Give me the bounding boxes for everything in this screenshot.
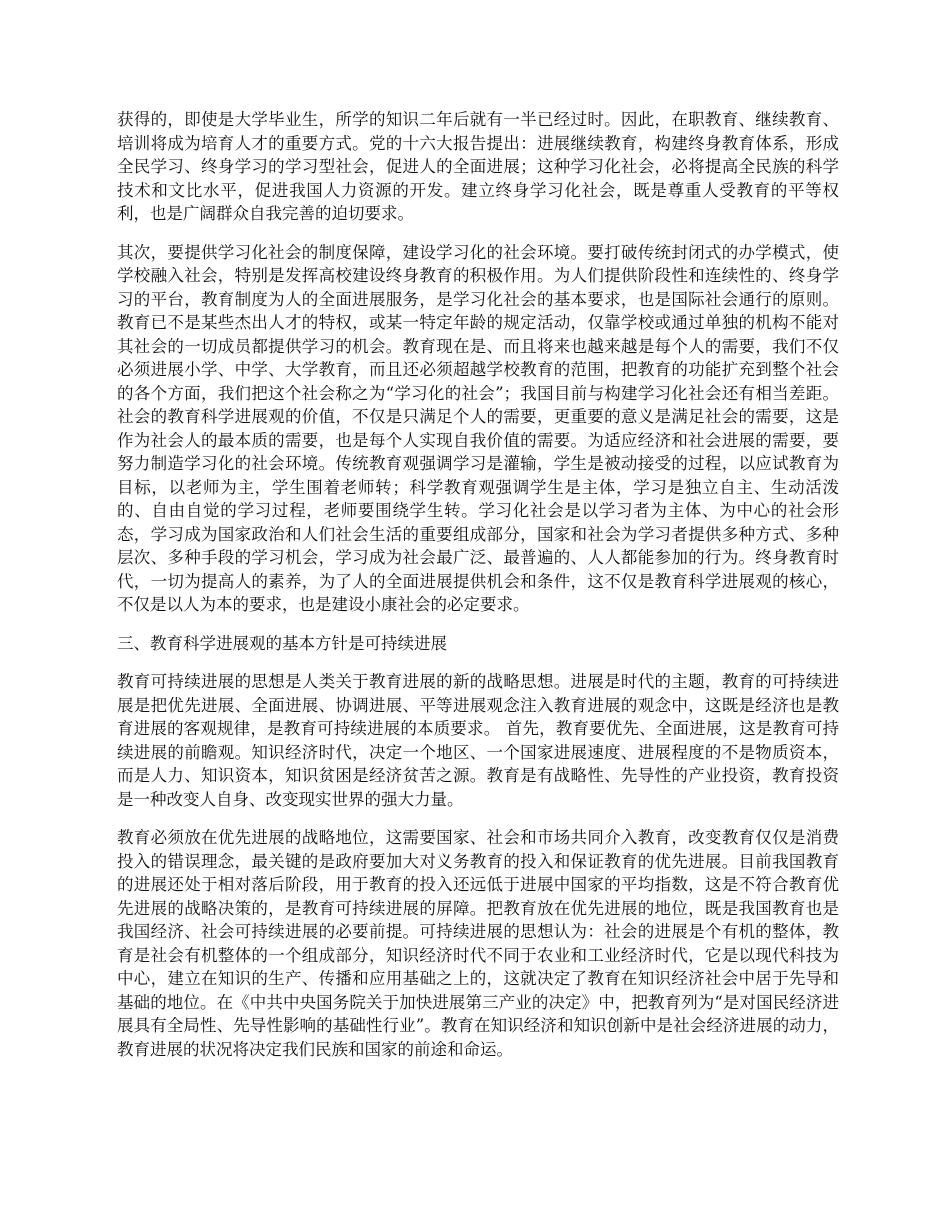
paragraph-sustainable-development: 教育可持续进展的思想是人类关于教育进展的新的战略思想。进展是时代的主题，教育的可持续进展是把优先进展、全面进展、协调进展、平等进展观念注入教育进展的观念中，这既是经济也是教育进展的客观规律，是教育可持续进展的本质要求。 首先，教育要优先、全面进展，这是教育可持续进展的前瞻观。知识经济时代，决定一个地区、一个国家进展速度、进展程度的不是物质资本，而是人力、知识资本，知识贫困是经济贫苦之源。教育是有战略性、先导性的产业投资，教育投资是一种改变人自身、改变现实世界的强大力量。 bbox=[117, 672, 839, 809]
section-heading: 三、教育科学进展观的基本方针是可持续进展 bbox=[117, 633, 447, 653]
paragraph-lifelong-learning: 获得的，即使是大学毕业生，所学的知识二年后就有一半已经过时。因此，在职教育、继续教育、培训将成为培育人才的重要方式。党的十六大报告提出：进展继续教育，构建终身教育体系，形成全民学习、终身学习的学习型社会，促进人的全面进展；这种学习化社会，必将提高全民族的科学技术和文比水平，促进我国人力资源的开发。建立终身学习化社会，既是尊重人受教育的平等权利，也是广阔群众自我完善的迫切要求。 bbox=[117, 110, 839, 223]
paragraph-priority-development: 教育必须放在优先进展的战略地位，这需要国家、社会和市场共同介入教育，改变教育仅仅是消费投入的错误理念，最关键的是政府要加大对义务教育的投入和保证教育的优先进展。目前我国教育的进展还处于相对落后阶段，用于教育的投入还远低于进展中国家的平均指数，这是不符合教育优先进展的战略决策的，是教育可持续进展的屏障。把教育放在优先进展的地位，既是我国教育也是我国经济、社会可持续进展的必要前提。可持续进展的思想认为：社会的进展是个有机的整体，教育是社会有机整体的一个组成部分，知识经济时代不同于农业和工业经济时代，它是以现代科技为中心，建立在知识的生产、传播和应用基础之上的，这就决定了教育在知识经济社会中居于先导和基础的地位。在《中共中央国务院关于加快进展第三产业的决定》中，把教育列为“是对国民经济进展具有全局性、先导性影响的基础性行业”。教育在知识经济和知识创新中是社会经济进展的动力，教育进展的状况将决定我们民族和国家的前途和命运。 bbox=[117, 828, 839, 1059]
document-body bbox=[117, 108, 839, 1076]
paragraph-institutional-guarantee: 其次，要提供学习化社会的制度保障，建设学习化的社会环境。要打破传统封闭式的办学模式，使学校融入社会，特别是发挥高校建设终身教育的积极作用。为人们提供阶段性和连续性的、终身学习的平台，教育制度为人的全面进展服务，是学习化社会的基本要求，也是国际社会通行的原则。教育已不是某些杰出人才的特权，或某一特定年龄的规定活动，仅靠学校或通过单独的机构不能对其社会的一切成员都提供学习的机会。教育现在是、而且将来也越来越是每个人的需要，我们不仅必须进展小学、中学、大学教育，而且还必须超越学校教育的范围，把教育的功能扩充到整个社会的各个方面，我们把这个社会称之为“学习化的社会”；我国目前与构建学习化社会还有相当差距。社会的教育科学进展观的价值，不仅是只满足个人的需要，更重要的意义是满足社会的需要，这是作为社会人的最本质的需要，也是每个人实现自我价值的需要。为适应经济和社会进展的需要，要努力制造学习化的社会环境。传统教育观强调学习是灌输，学生是被动接受的过程，以应试教育为目标，以老师为主，学生围着老师转；科学教育观强调学生是主体，学习是独立自主、生动活泼的、自由自觉的学习过程，老师要围绕学生转。学习化社会是以学习者为主体、为中心的社会形态，学习成为国家政治和人们社会生活的重要组成部分，国家和社会为学习者提供多种方式、多种层次、多种手段的学习机会，学习成为社会最广泛、最普遍的、人人都能参加的行为。终身教育时代，一切为提高人的素养，为了人的全面进展提供机会和条件，这不仅是教育科学进展观的核心，不仅是以人为本的要求，也是建设小康社会的必定要求。 bbox=[117, 242, 839, 614]
